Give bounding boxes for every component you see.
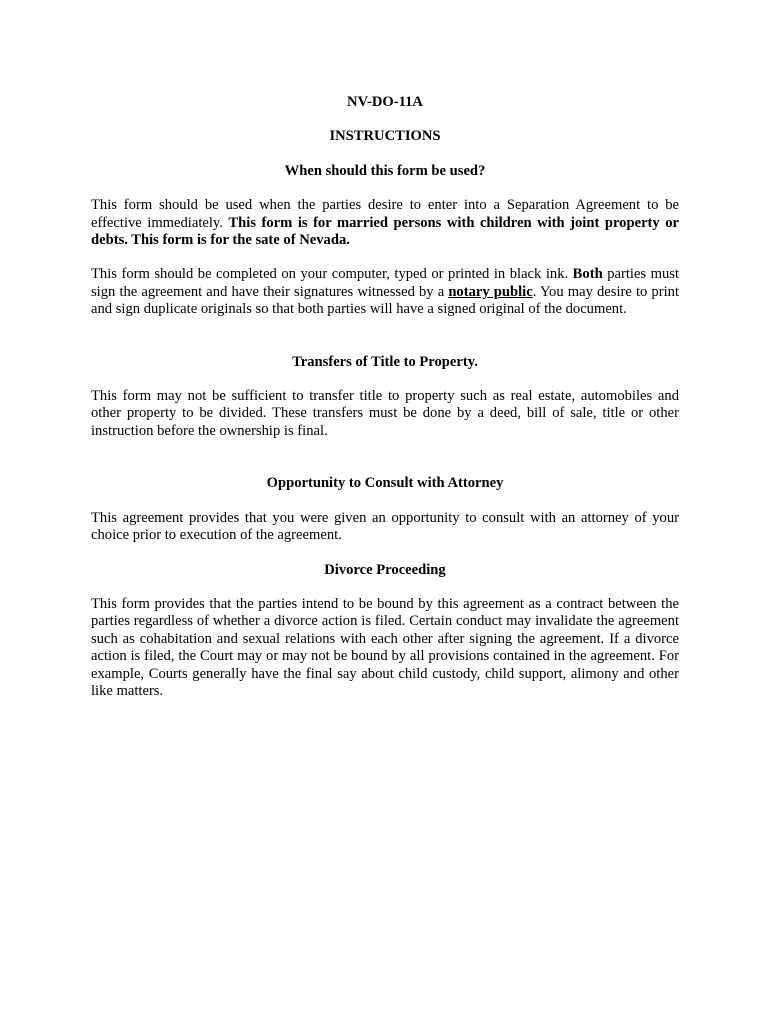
form-id: NV-DO-11A xyxy=(347,94,423,110)
heading-when: When should this form be used? xyxy=(284,162,486,179)
text-completion: This form should be completed on your computer, typed or printed in black ink. xyxy=(91,266,573,283)
text-notary-public: notary public xyxy=(448,283,533,300)
paragraph-transfers: This form may not be sufficient to transfer title to property such as real estate, automobiles and other property to be divided. These transfers must be done by a deed, bill of sale, title or other instruction before the ownership is final. xyxy=(91,388,679,439)
text-signatures: parties must sign the agreement and have their signatures witnessed by a xyxy=(91,266,679,300)
paragraph-consult: This agreement provides that you were given an opportunity to consult with an attorney of your choice prior to execution of the agreement. xyxy=(91,509,679,544)
text-eligibility-bold: This form is for married persons with children with joint property or debts. This form is for the sate of Nevada. xyxy=(91,214,679,249)
document-page xyxy=(91,94,679,700)
text-when-usage: This form should be used when the parties desire to enter into a Separation Agreement to be effective immediately. xyxy=(91,197,679,231)
paragraph-when-usage xyxy=(91,197,679,249)
text-duplicates: . You may desire to print and sign duplicate originals so that both parties will have a signed original of the document. xyxy=(91,283,679,318)
paragraph-divorce: This form provides that the parties intend to be bound by this agreement as a contract between the parties regardless of whether a divorce action is filed. Certain conduct may invalidate the agreement such as cohabitation and sexual relations with each other after signing the agreement. If a divorce action is filed, the Court may or may not be bound by all provisions contained in the agreement. For example, Courts generally have the final say about child custody, child support, alimony and other like matters. xyxy=(91,595,679,699)
heading-transfers: Transfers of Title to Property. xyxy=(292,353,478,370)
paragraph-completion xyxy=(91,266,679,318)
page-title: INSTRUCTIONS xyxy=(329,128,441,145)
heading-consult: Opportunity to Consult with Attorney xyxy=(266,475,504,492)
text-both-bold: Both xyxy=(572,266,603,283)
heading-divorce: Divorce Proceeding xyxy=(324,561,446,578)
